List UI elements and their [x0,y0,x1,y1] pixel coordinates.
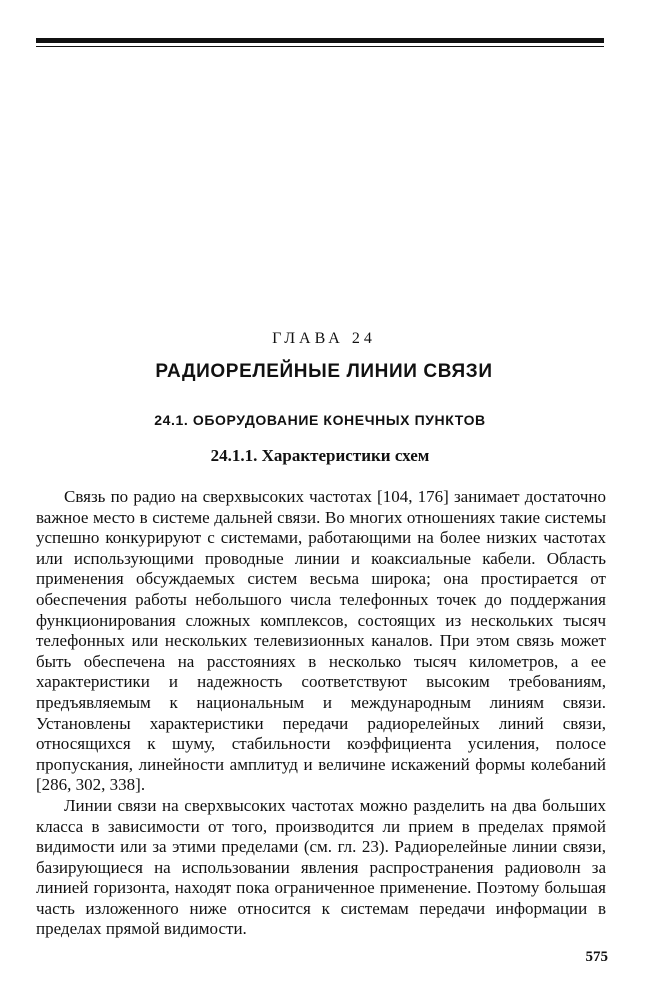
top-rule-thick [36,38,604,43]
body-text [36,487,606,940]
section-title: 24.1. ОБОРУДОВАНИЕ КОНЕЧНЫХ ПУНКТОВ [154,412,486,428]
subsection-title: 24.1.1. Характеристики схем [210,446,430,465]
paragraph-1: Связь по радио на сверхвысоких частотах [104, 176] занимает достаточно важное место в системе дальней связи. Во многих отношениях такие системы успешно конкурируют с системами, работающими на более низких частотах или использующими проводные линии и коаксиальные кабели. Область применения обсуждаемых систем весьма широка; она простирается от обеспечения работы небольшого числа телефонных точек до поддержания функционирования сложных комплексов, состоящих из нескольких тысяч телефонных или нескольких телевизионных каналов. При этом связь может быть обеспечена на расстояниях в несколько тысяч километров, а ее характеристики и надежность соответствуют высоким требованиям, предъявляемым к национальным и международным линиям связи. Установлены характеристики передачи радиорелейных линий связи, относящихся к шуму, стабильности коэффициента усиления, полосе пропускания, линейности амплитуд и величине искажений формы колебаний [286, 302, 338]. [36,487,606,795]
paragraph-2: Линии связи на сверхвысоких частотах можно разделить на два больших класса в зависимости от того, производится ли прием в пределах прямой видимости или за этими пределами (см. гл. 23). Радиорелейные линии связи, базирующиеся на использовании явления распространения радиоволн за линией горизонта, находят пока ограниченное применение. Поэтому большая часть изложенного ниже относится к системам передачи информации в пределах прямой видимости. [36,795,606,939]
top-rule-thin [36,46,604,47]
chapter-label: ГЛАВА 24 [272,330,376,347]
chapter-title: РАДИОРЕЛЕЙНЫЕ ЛИНИИ СВЯЗИ [155,361,493,382]
page-number: 575 [585,949,608,965]
